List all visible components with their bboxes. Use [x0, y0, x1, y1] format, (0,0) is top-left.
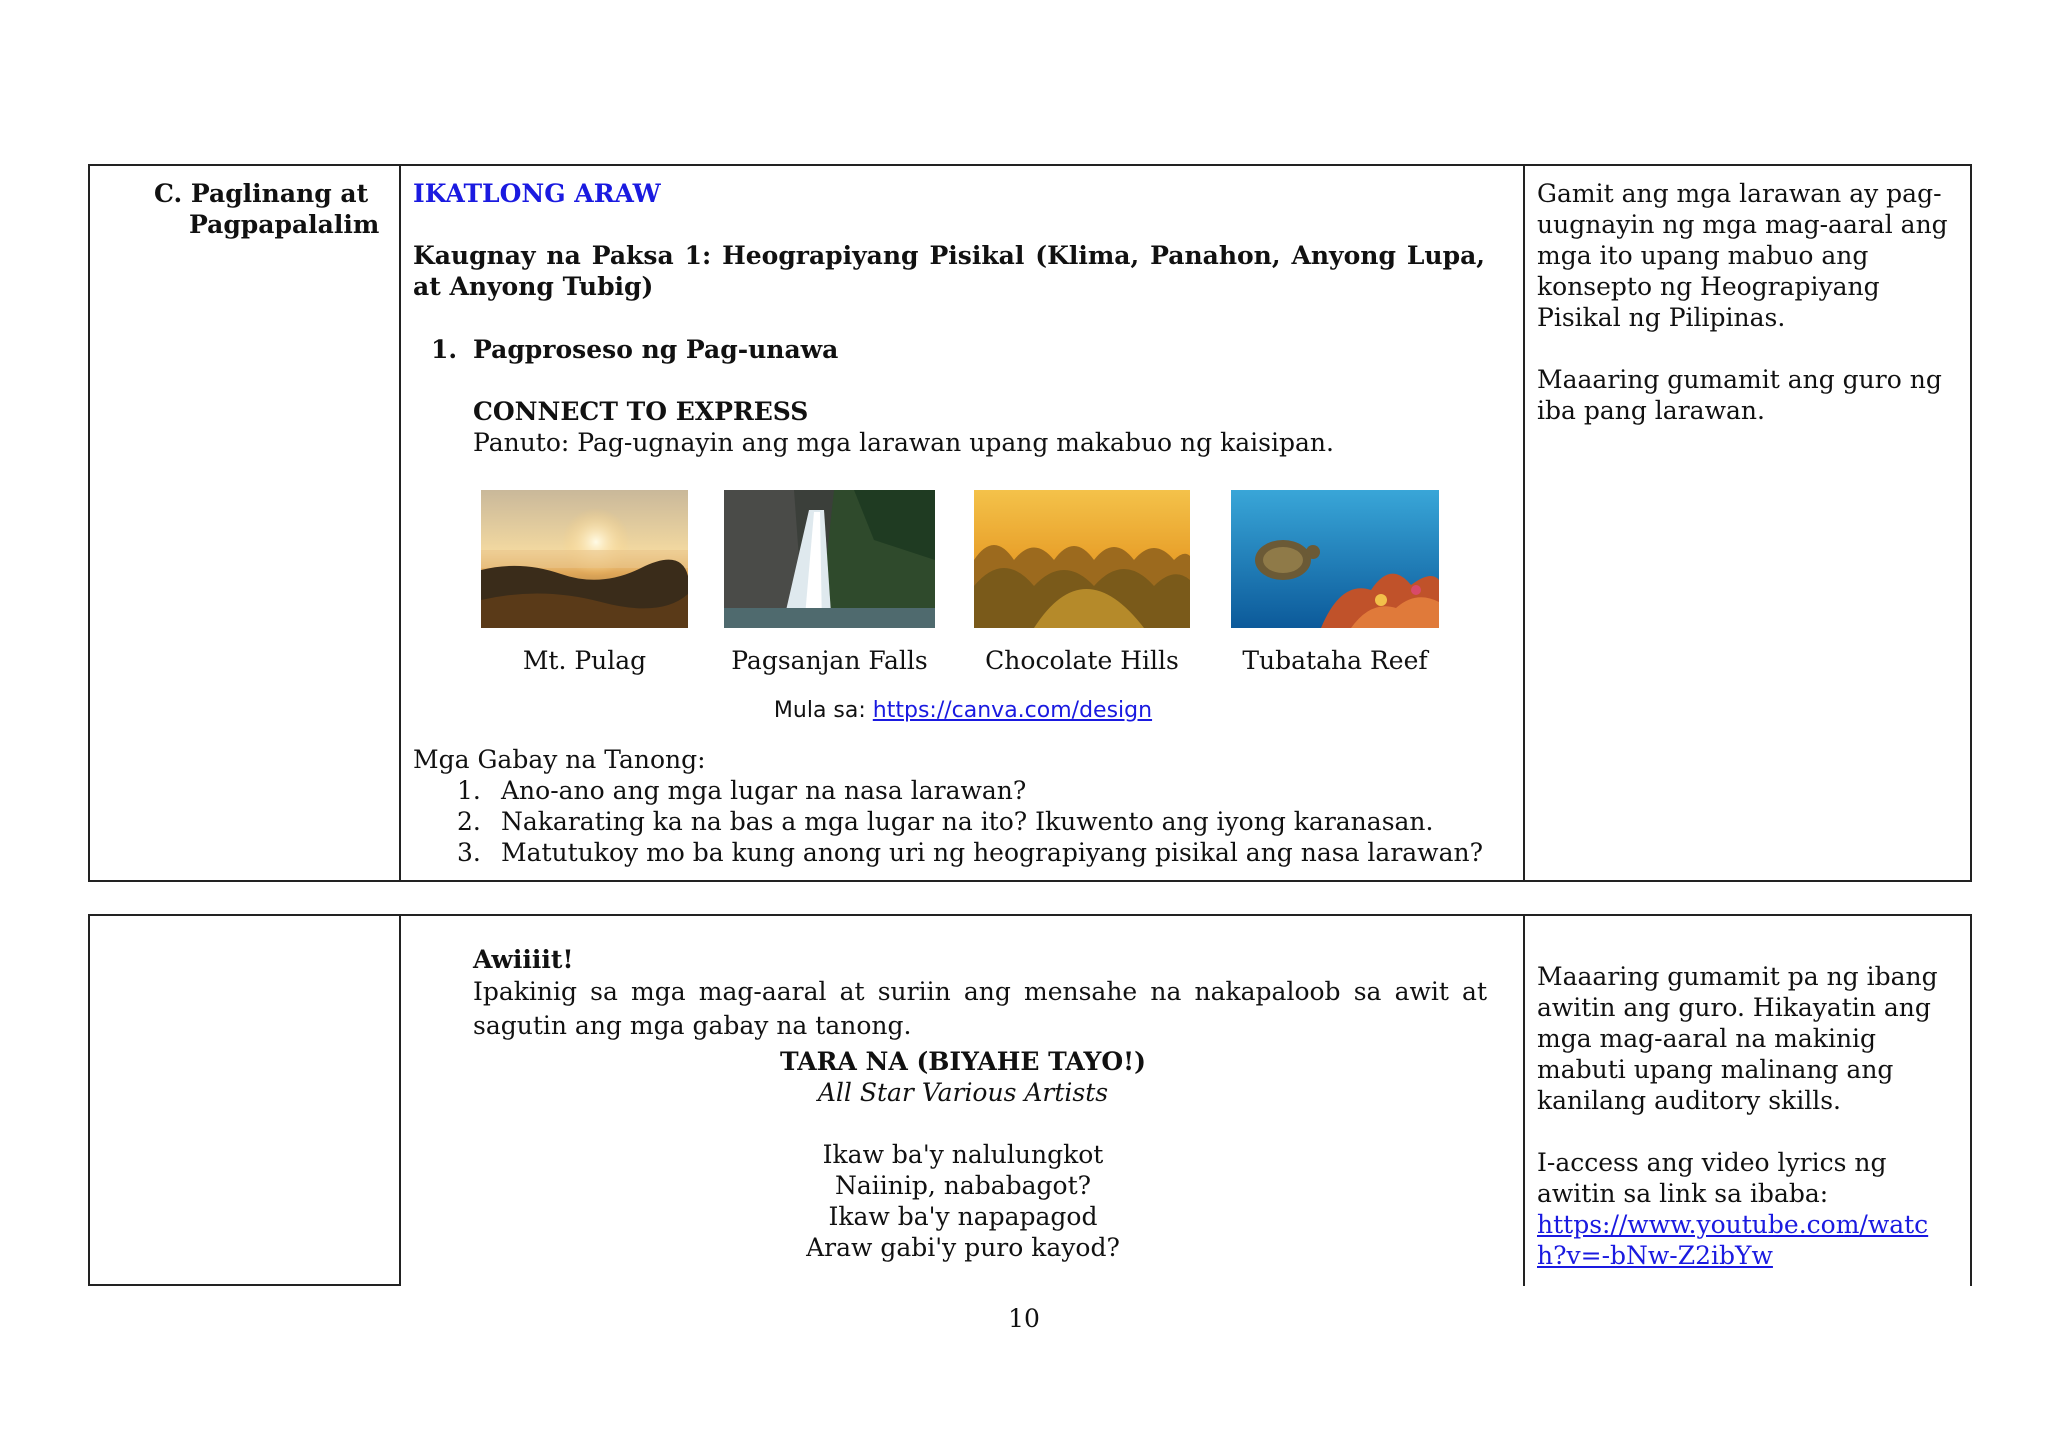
lesson-table-2	[88, 914, 1972, 1286]
day-heading: IKATLONG ARAW	[413, 179, 661, 208]
step-number: 1.	[431, 335, 458, 364]
image-source-prefix: Mula sa:	[773, 698, 873, 723]
page-number: 10	[1008, 1304, 1040, 1333]
image-source	[401, 698, 1525, 723]
caption-mt-pulag: Mt. Pulag	[522, 646, 647, 675]
tubataha-reef-image	[1231, 490, 1439, 628]
section-label-cell-empty	[90, 916, 401, 1286]
notes-paragraph-2: Maaaring gumamit ang guro ng iba pang larawan.	[1537, 365, 1942, 425]
notes-paragraph-1: Gamit ang mga larawan ay pag-uugnayin ng mga mag-aaral ang mga ito upang mabuo ang konsepto ng Heograpiyang Pisikal ng Pilipinas.	[1537, 179, 1948, 332]
guide-question	[457, 837, 1483, 868]
teacher-notes	[1537, 178, 1957, 457]
activity-title: CONNECT TO EXPRESS	[473, 397, 809, 426]
notes-paragraph-1: Maaaring gumamit pa ng ibang awitin ang guro. Hikayatin ang mga mag-aaral na makinig mabuti upang malinang ang kanilang auditory skills.	[1537, 962, 1938, 1115]
teacher-notes	[1537, 961, 1957, 1271]
teacher-notes-cell	[1525, 916, 1970, 1286]
song-activity-heading: Awiiiit!	[473, 945, 574, 974]
song-title: TARA NA (BIYAHE TAYO!)	[780, 1047, 1146, 1076]
guide-question	[457, 775, 1026, 806]
guide-question	[457, 806, 1433, 837]
mt-pulag-image	[481, 490, 688, 628]
lyric-line: Ikaw ba'y napapagod	[828, 1202, 1098, 1231]
video-link[interactable]: https://www.youtube.com/watch?v=-bNw-Z2ibYw	[1537, 1210, 1929, 1270]
caption-chocolate-hills: Chocolate Hills	[985, 646, 1179, 675]
question-number: 2.	[457, 807, 481, 836]
directions: Panuto: Pag-ugnayin ang mga larawan upang makabuo ng kaisipan.	[473, 428, 1334, 457]
song-instructions: Ipakinig sa mga mag-aaral at suriin ang mensahe na nakapaloob sa awit at sagutin ang mga gabay na tanong.	[473, 977, 1487, 1040]
caption-pagsanjan-falls: Pagsanjan Falls	[731, 646, 928, 675]
guide-questions-title: Mga Gabay na Tanong:	[413, 745, 706, 774]
caption-tubataha-reef: Tubataha Reef	[1242, 646, 1428, 675]
teacher-notes-cell	[1525, 166, 1970, 880]
lyric-line: Araw gabi'y puro kayod?	[806, 1233, 1120, 1262]
section-label-cell	[90, 166, 401, 880]
question-number: 3.	[457, 838, 481, 867]
question-text: Nakarating ka na bas a mga lugar na ito? Ikuwento ang iyong karanasan.	[501, 807, 1434, 836]
content-cell	[401, 916, 1525, 1286]
lyric-line: Ikaw ba'y nalulungkot	[822, 1140, 1104, 1169]
song-artist: All Star Various Artists	[817, 1078, 1109, 1107]
lyric-line: Naiinip, nababagot?	[834, 1171, 1092, 1200]
question-number: 1.	[457, 776, 481, 805]
notes-paragraph-2: I-access ang video lyrics ng awitin sa link sa ibaba:	[1537, 1148, 1887, 1208]
section-label-line1: C. Paglinang at	[154, 179, 369, 208]
question-text: Matutukoy mo ba kung anong uri ng heograpiyang pisikal ang nasa larawan?	[501, 838, 1483, 867]
topic-heading: Kaugnay na Paksa 1: Heograpiyang Pisikal (Klima, Panahon, Anyong Lupa, at Anyong Tubig)	[413, 241, 1485, 301]
section-label-line2: Pagpapalalim	[189, 210, 380, 239]
content-cell	[401, 166, 1525, 880]
image-source-link[interactable]: https://canva.com/design	[872, 698, 1153, 723]
step-title: Pagproseso ng Pag-unawa	[473, 335, 839, 364]
pagsanjan-falls-image	[724, 490, 935, 628]
question-text: Ano-ano ang mga lugar na nasa larawan?	[501, 776, 1027, 805]
lesson-table-1	[88, 164, 1972, 882]
chocolate-hills-image	[974, 490, 1190, 628]
